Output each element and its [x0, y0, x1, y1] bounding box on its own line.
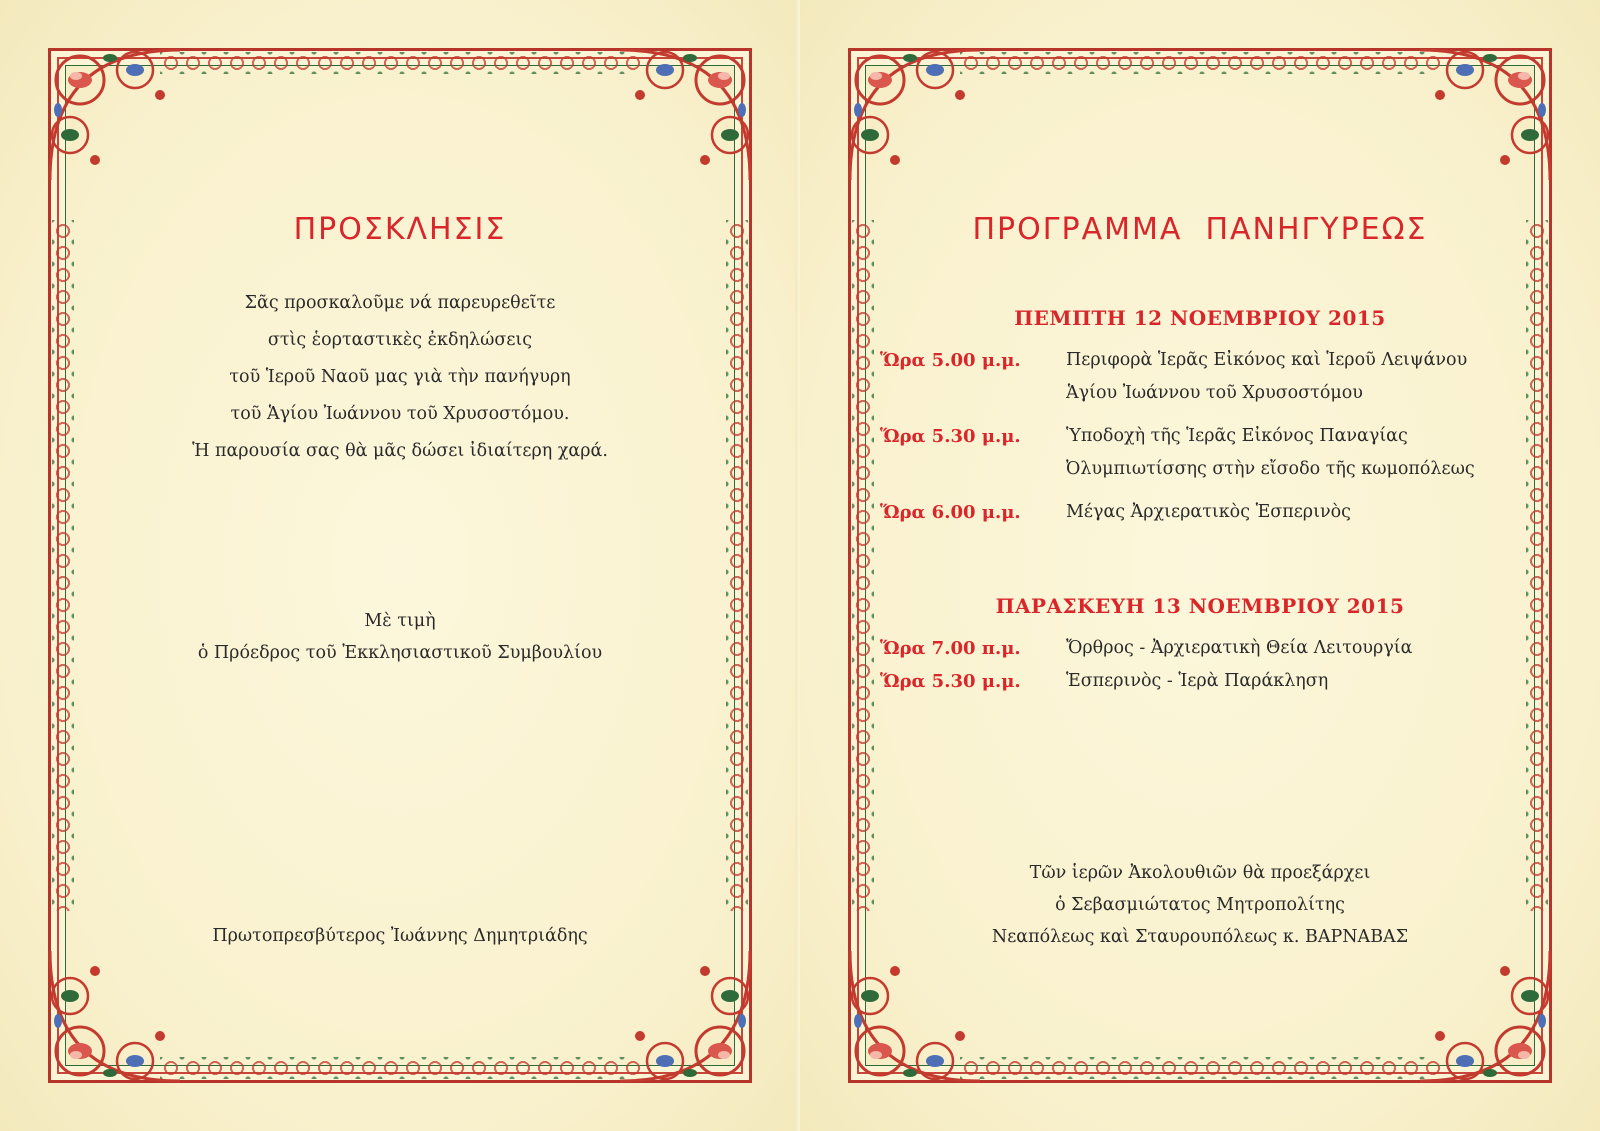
- signature-line: ὁ Πρόεδρος τοῦ Ἐκκλησιαστικοῦ Συμβουλίου: [197, 643, 603, 663]
- invitation-line: τοῦ Ἱεροῦ Ναοῦ μας γιὰ τὴν πανήγυρη: [229, 367, 571, 387]
- floral-corner-icon: [840, 941, 990, 1091]
- invitation-line: τοῦ Ἁγίου Ἰωάννου τοῦ Χρυσοστόμου.: [230, 404, 570, 424]
- event-time: Ὥρα 5.30 μ.μ.: [880, 671, 1021, 692]
- event-row: [880, 496, 1522, 529]
- floral-corner-icon: [610, 941, 760, 1091]
- event-desc: Ὄρθρος - Ἀρχιερατικὴ Θεία Λειτουργία: [1066, 638, 1413, 658]
- event-desc: Ἑσπερινὸς - Ἱερὰ Παράκληση: [1066, 671, 1329, 691]
- invitation-line: στὶς ἑορταστικὲς ἐκδηλώσεις: [267, 330, 533, 350]
- day-heading: ΠΑΡΑΣΚΕΥΗ 13 ΝΟΕΜΒΡΙΟΥ 2015: [995, 594, 1405, 618]
- floral-corner-icon: [40, 941, 190, 1091]
- floral-corner-icon: [1410, 40, 1560, 190]
- event-list: [880, 344, 1522, 539]
- vine-ornament-bottom: [960, 1057, 1440, 1079]
- invitation-text: [0, 285, 800, 470]
- closing-line: Νεαπόλεως καὶ Σταυρουπόλεως κ. ΒΑΡΝΑΒΑΣ: [991, 927, 1409, 947]
- event-row: [880, 665, 1522, 698]
- vine-ornament-top: [960, 52, 1440, 74]
- event-desc: Μέγας Ἀρχιερατικὸς Ἑσπερινὸς: [1066, 502, 1351, 522]
- invitation-title: ΠΡΟΣΚΛΗΣΙΣ: [293, 212, 507, 247]
- event-time: Ὥρα 5.00 μ.μ.: [880, 350, 1021, 371]
- event-time: Ὥρα 6.00 μ.μ.: [880, 502, 1021, 523]
- signature-line: Μὲ τιμὴ: [364, 611, 436, 631]
- event-row: [880, 344, 1522, 410]
- priest-name: Πρωτοπρεσβύτερος Ἰωάννης Δημητριάδης: [212, 926, 588, 946]
- day-heading: ΠΕΜΠΤΗ 12 ΝΟΕΜΒΡΙΟΥ 2015: [1014, 306, 1386, 330]
- event-time: Ὥρα 7.00 π.μ.: [880, 638, 1021, 659]
- event-list: [880, 632, 1522, 708]
- closing-line: Τῶν ἱερῶν Ἀκολουθιῶν θὰ προεξάρχει: [1029, 863, 1371, 883]
- floral-corner-icon: [1410, 941, 1560, 1091]
- program-title: ΠΡΟΓΡΑΜΜΑ ΠΑΝΗΓΥΡΕΩΣ: [972, 212, 1428, 247]
- event-desc: Ὑποδοχὴ τῆς Ἱερᾶς Εἰκόνος Παναγίας Ὀλυμπιωτίσσης στὴν εἴσοδο τῆς κωμοπόλεως: [1066, 426, 1475, 479]
- invitation-line: Ἡ παρουσία σας θὰ μᾶς δώσει ἰδιαίτερη χαρά.: [192, 441, 608, 461]
- closing-line: ὁ Σεβασμιώτατος Μητροπολίτης: [1055, 895, 1345, 915]
- signature-block: [0, 605, 800, 669]
- floral-corner-icon: [40, 40, 190, 190]
- event-desc: Περιφορὰ Ἱερᾶς Εἰκόνος καὶ Ἱεροῦ Λειψάνου Ἁγίου Ἰωάννου τοῦ Χρυσοστόμου: [1066, 350, 1468, 403]
- floral-corner-icon: [840, 40, 990, 190]
- event-time: Ὥρα 5.30 μ.μ.: [880, 426, 1021, 447]
- vine-ornament-bottom: [160, 1057, 640, 1079]
- floral-corner-icon: [610, 40, 760, 190]
- program-page: [800, 0, 1600, 1131]
- closing-block: [800, 857, 1600, 953]
- vine-ornament-top: [160, 52, 640, 74]
- invitation-line: Σᾶς προσκαλοῦμε νά παρευρεθεῖτε: [244, 293, 556, 313]
- event-row: [880, 420, 1522, 486]
- event-row: [880, 632, 1522, 665]
